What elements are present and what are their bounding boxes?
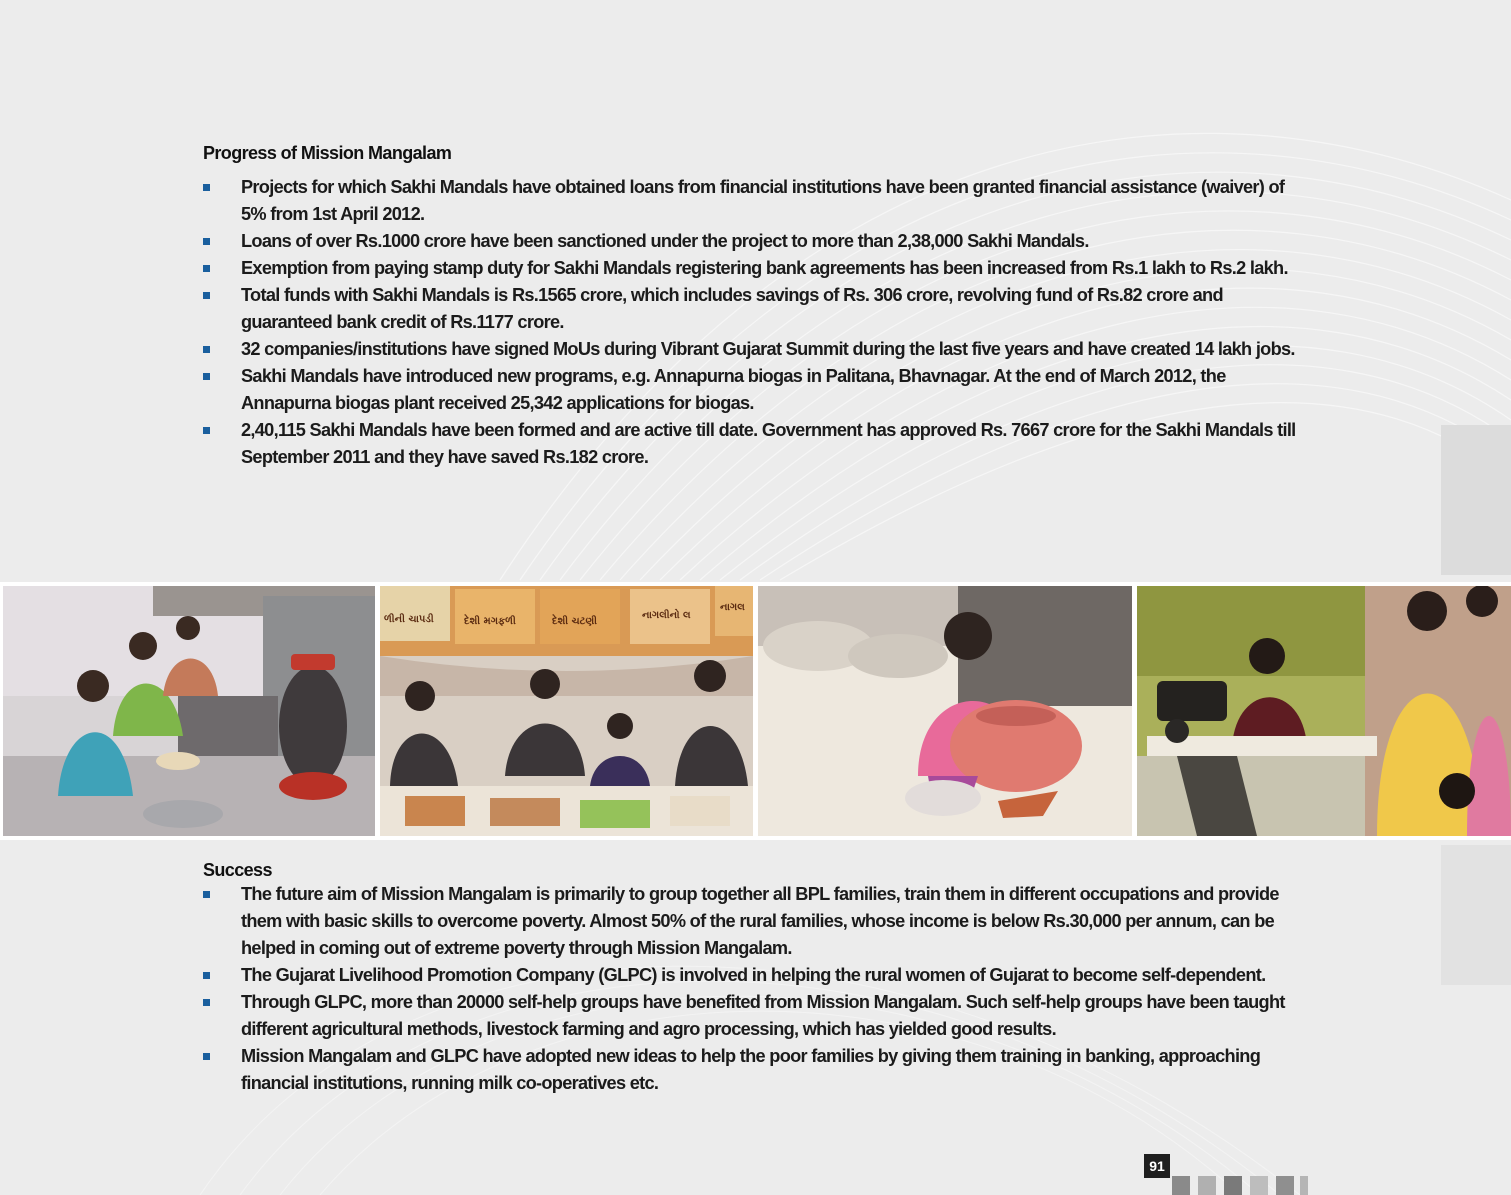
bullet-icon	[203, 265, 210, 272]
list-item-text: 2,40,115 Sakhi Mandals have been formed and are active till date. Government has approved Rs. 7667 crore for the Sakhi Mandals till September 2011 and they have saved Rs.182 crore.	[241, 420, 1296, 467]
bullet-icon	[203, 346, 210, 353]
footer-block	[1224, 1176, 1242, 1195]
photo-sewing	[1137, 586, 1511, 836]
list-item-text: Exemption from paying stamp duty for Sakhi Mandals registering bank agreements has been increased from Rs.1 lakh to Rs.2 lakh.	[241, 258, 1288, 278]
progress-list	[203, 174, 1298, 471]
list-item-text: Total funds with Sakhi Mandals is Rs.1565 crore, which includes savings of Rs. 306 crore, revolving fund of Rs.82 crore and guaranteed bank credit of Rs.1177 crore.	[241, 285, 1223, 332]
list-item-text: Projects for which Sakhi Mandals have obtained loans from financial institutions have been granted financial assistance (waiver) of 5% from 1st April 2012.	[241, 177, 1285, 224]
photo-women-cooking	[3, 586, 375, 836]
bullet-icon	[203, 1053, 210, 1060]
section-title: Success	[203, 860, 272, 880]
list-item	[203, 962, 1298, 989]
photo-food-stall	[380, 586, 753, 836]
photo-strip	[0, 582, 1511, 840]
bullet-icon	[203, 184, 210, 191]
success-section	[203, 860, 1298, 1097]
decorative-stripe	[1441, 845, 1511, 985]
list-item	[203, 881, 1298, 962]
section-title: Progress of Mission Mangalam	[203, 143, 452, 163]
footer-block	[1250, 1176, 1268, 1195]
footer-block	[1198, 1176, 1216, 1195]
list-item-text: The future aim of Mission Mangalam is primarily to group together all BPL families, train them in different occupations and provide them with basic skills to overcome poverty. Almost 50% of the rural families, whose income is below Rs.30,000 per annum, can be helped in coming out of extreme poverty through Mission Mangalam.	[241, 884, 1279, 958]
list-item	[203, 174, 1298, 228]
banner-text: દેશી મગફળી	[464, 616, 516, 627]
list-item	[203, 1043, 1298, 1097]
footer-block	[1300, 1176, 1308, 1195]
list-item-text: Mission Mangalam and GLPC have adopted new ideas to help the poor families by giving them training in banking, approaching financial institutions, running milk co-operatives etc.	[241, 1046, 1261, 1093]
bullet-icon	[203, 238, 210, 245]
banner-text: દેશી ચટણી	[552, 616, 598, 627]
photo-pottery	[758, 586, 1132, 836]
list-item-text: Sakhi Mandals have introduced new programs, e.g. Annapurna biogas in Palitana, Bhavnagar. At the end of March 2012, the Annapurna biogas plant received 25,342 applications for biogas.	[241, 366, 1226, 413]
list-item	[203, 336, 1298, 363]
bullet-icon	[203, 427, 210, 434]
bullet-icon	[203, 292, 210, 299]
bullet-icon	[203, 891, 210, 898]
decorative-stripe	[1441, 425, 1511, 575]
bullet-icon	[203, 373, 210, 380]
footer-block	[1276, 1176, 1294, 1195]
footer-block	[1172, 1176, 1190, 1195]
list-item	[203, 255, 1298, 282]
list-item	[203, 228, 1298, 255]
list-item	[203, 417, 1298, 471]
list-item-text: The Gujarat Livelihood Promotion Company (GLPC) is involved in helping the rural women of Gujarat to become self-dependent.	[241, 965, 1266, 985]
list-item-text: Through GLPC, more than 20000 self-help groups have benefited from Mission Mangalam. Such self-help groups have been taught different agricultural methods, livestock farming and agro processing, which has yielded good results.	[241, 992, 1285, 1039]
success-list	[203, 881, 1298, 1097]
list-item	[203, 989, 1298, 1043]
list-item-text: 32 companies/institutions have signed MoUs during Vibrant Gujarat Summit during the last five years and have created 14 lakh jobs.	[241, 339, 1295, 359]
bullet-icon	[203, 972, 210, 979]
banner-text: ળીની ચાપડી	[384, 614, 434, 625]
page-number: 91	[1144, 1154, 1170, 1178]
list-item-text: Loans of over Rs.1000 crore have been sanctioned under the project to more than 2,38,000 Sakhi Mandals.	[241, 231, 1089, 251]
list-item	[203, 363, 1298, 417]
progress-section	[203, 143, 1298, 471]
banner-text: નાગલ	[720, 602, 745, 613]
bullet-icon	[203, 999, 210, 1006]
list-item	[203, 282, 1298, 336]
banner-text: નાગલીનો લ	[642, 610, 691, 621]
